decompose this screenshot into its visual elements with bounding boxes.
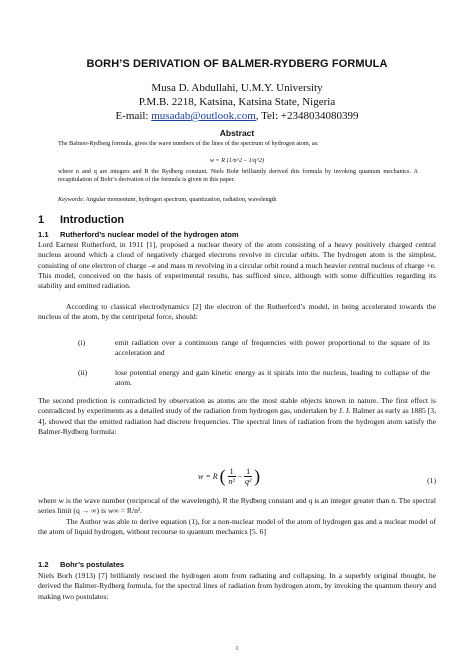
list-number: (ii) bbox=[78, 368, 88, 377]
email-label: E-mail: bbox=[115, 110, 152, 122]
equation-number: (1) bbox=[427, 476, 436, 485]
author-name: Musa D. Abdullahi, U.M.Y. University bbox=[151, 82, 323, 94]
paragraph-2: According to classical electrodynamics [2] the electron of the Rutherford’s model, in being accelerated towards the nucleus of the atom, by the centripetal force, should: bbox=[38, 302, 436, 322]
subsection-heading-bohr bbox=[38, 560, 124, 569]
list-item bbox=[38, 368, 436, 390]
paragraph-3: The second prediction is contradicted by observation as atoms are the most stable objects known in nature. The first effect is contradicted by experiments as a detailed study of the radiation from hydrogen gas, undertaken by J. J. Balmer as early as 1885 [3, 4], showed that the emitted radiation had discrete frequencies. The spectral lines of radiation from the hydrogen atom satisfy the Balmer-Rydberg formula: bbox=[38, 396, 436, 436]
paragraph-5: The Author was able to derive equation (1), for a non-nuclear model of the atom of hydrogen gas and a nuclear model of the atom of liquid hydrogen, without recourse to quantum mechanics [5. 6] bbox=[38, 517, 436, 537]
subsection-number: 1.2 bbox=[38, 560, 49, 569]
author-contact bbox=[40, 110, 434, 122]
list-item bbox=[38, 338, 436, 360]
abstract-heading: Abstract bbox=[219, 128, 255, 138]
list-text: emit radiation over a continuous range of frequencies with power proportional to the square of its acceleration and bbox=[115, 338, 430, 358]
equation-lhs: w = R ( $\frac{1}{\text{n²}}$ − $\frac{1}{\text{q²}}$ ) bbox=[198, 466, 261, 486]
subsection-number: 1.1 bbox=[38, 230, 49, 239]
keywords-label: Keywords bbox=[58, 196, 83, 203]
list-text: lose potential energy and gain kinetic energy as it spirals into the nucleus, leading to collapse of the atom. bbox=[115, 368, 430, 388]
subsection-heading-rutherford bbox=[38, 230, 239, 239]
keywords-text: : Angular momentum, hydrogen spectrum, quantization, radiation, wavelength bbox=[82, 196, 277, 203]
equation-1 bbox=[0, 462, 474, 492]
page-number: 1 bbox=[235, 646, 239, 652]
tel-text: , Tel: +2348034080399 bbox=[255, 110, 359, 122]
paren-left: ( bbox=[219, 466, 226, 486]
section-title: Introduction bbox=[60, 214, 125, 226]
subsection-title: Rutherford’s nuclear model of the hydrogen atom bbox=[60, 230, 239, 239]
paragraph-1: Lord Earnest Rutherford, in 1911 [1], proposed a nuclear theory of the atom consisting of a heavy positively charged central nucleus around which a cloud of negatively charged electrons revolve in circular orbits. The hydrogen atom is the simplest, consisting of one electron of charge –e and mass m revolving in a circular orbit round a much heavier central nucleus of charge +e. This model, conceived on the basis of experimental results, has sufficed since, although with some difficulties regarding its stability and emitted radiation. bbox=[38, 240, 436, 291]
keywords bbox=[58, 196, 418, 204]
fraction-1: $\frac{1}{\text{n²}}$ bbox=[228, 467, 235, 486]
paper-title: BORH’S DERIVATION OF BALMER-RYDBERG FORMULA bbox=[86, 58, 388, 70]
email-link[interactable]: musadab@outlook.com bbox=[151, 110, 256, 122]
abstract-line2: where n and q are integers and R the Rydberg constant. Niels Bohr brilliantly derived this formula by invoking quantum mechanics. A recapitulation of Bohr’s derivation of the formula is given in this paper. bbox=[58, 168, 418, 184]
author-address: P.M.B. 2218, Katsina, Katsina State, Nigeria bbox=[138, 96, 336, 108]
minus-sign: − bbox=[237, 472, 243, 481]
fraction-2: $\frac{1}{\text{q²}}$ bbox=[244, 467, 252, 486]
section-number: 1 bbox=[38, 214, 45, 226]
subsection-title: Bohr’s postulates bbox=[60, 560, 125, 569]
section-heading-introduction bbox=[38, 214, 124, 226]
paragraph-6: Niels Borh (1913) [7] brilliantly rescued the hydrogen atom from radiating and collapsing. In a superbly original thought, he derived the Balmer-Rydberg formula, for the spectral lines of radiation from hydrogen atom, by invoking the quantum theory and making two postulates: bbox=[38, 571, 436, 601]
abstract-line1: The Balmer-Rydberg formula, gives the wave numbers of the lines of the spectrum of hydrogen atom, as: bbox=[58, 140, 319, 147]
abstract-equation: w = R (1/n^2 – 1/q^2) bbox=[209, 157, 265, 164]
paren-right: ) bbox=[254, 466, 261, 486]
paragraph-4: where w is the wave number (reciprocal of the wavelength), R the Rydberg constant and q is an integer greater than n. The spectral series limit (q → ∞) is w∞ = R/n². bbox=[38, 496, 436, 516]
list-number: (i) bbox=[78, 338, 86, 347]
